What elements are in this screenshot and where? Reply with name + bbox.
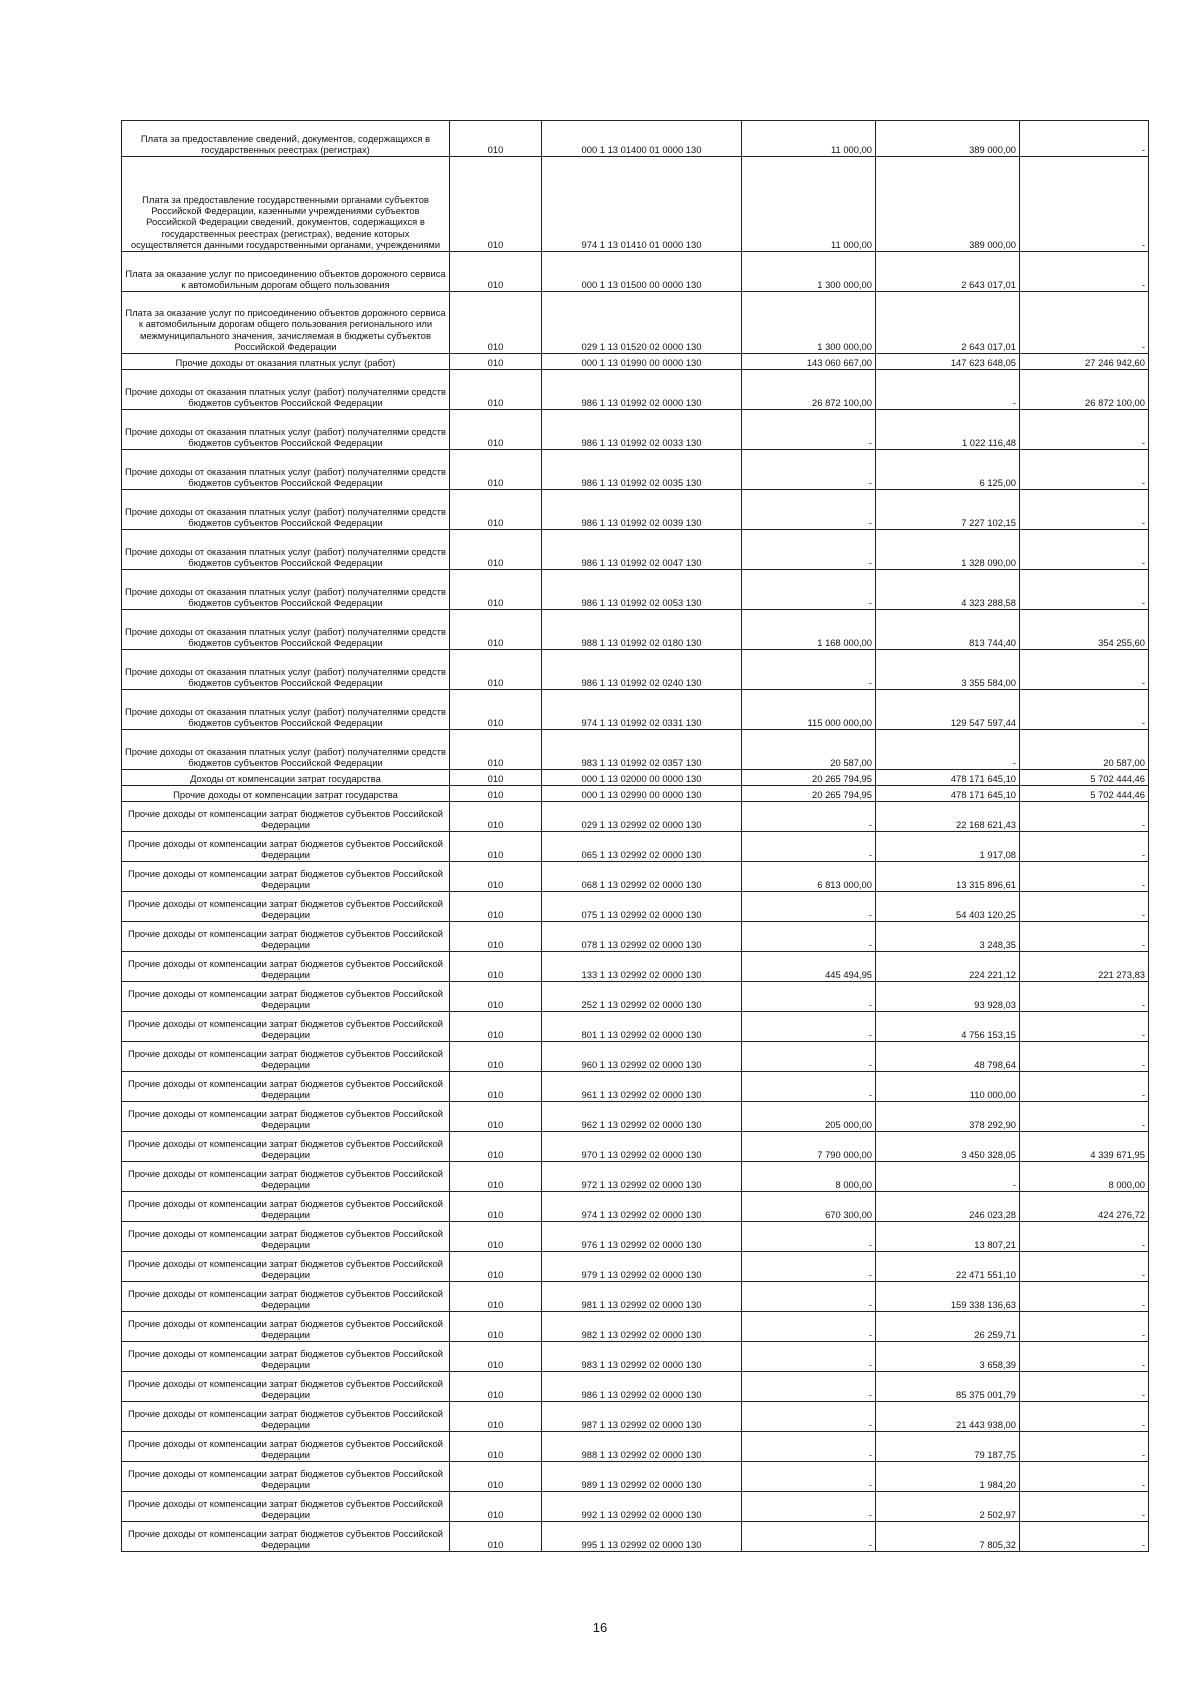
table-row xyxy=(122,1072,1149,1102)
table-row xyxy=(122,121,1149,157)
row-line-code: 010 xyxy=(450,490,542,530)
row-name: Прочие доходы от компенсации затрат государства xyxy=(122,786,450,802)
row-unexecuted-amount: - xyxy=(1020,802,1149,832)
row-name: Прочие доходы от оказания платных услуг (работ) получателями средств бюджетов субъектов Российской Федерации xyxy=(122,490,450,530)
row-line-code: 010 xyxy=(450,952,542,982)
row-executed-amount: 1 917,08 xyxy=(876,832,1020,862)
row-line-code: 010 xyxy=(450,1282,542,1312)
row-line-code: 010 xyxy=(450,690,542,730)
row-unexecuted-amount: - xyxy=(1020,1012,1149,1042)
table-row xyxy=(122,1192,1149,1222)
row-line-code: 010 xyxy=(450,730,542,770)
row-budget-code: 133 1 13 02992 02 0000 130 xyxy=(542,952,742,982)
table-row xyxy=(122,1102,1149,1132)
table-row xyxy=(122,292,1149,354)
row-budget-code: 986 1 13 02992 02 0000 130 xyxy=(542,1372,742,1402)
row-line-code: 010 xyxy=(450,1522,542,1552)
row-unexecuted-amount: - xyxy=(1020,690,1149,730)
row-line-code: 010 xyxy=(450,157,542,252)
row-executed-amount: 3 658,39 xyxy=(876,1342,1020,1372)
row-name: Прочие доходы от оказания платных услуг (работ) получателями средств бюджетов субъектов Российской Федерации xyxy=(122,410,450,450)
row-budget-code: 000 1 13 01990 00 0000 130 xyxy=(542,354,742,370)
row-executed-amount: 3 248,35 xyxy=(876,922,1020,952)
table-row xyxy=(122,1432,1149,1462)
row-executed-amount: 1 328 090,00 xyxy=(876,530,1020,570)
row-executed-amount: 13 315 896,61 xyxy=(876,862,1020,892)
table-row xyxy=(122,490,1149,530)
row-name: Прочие доходы от компенсации затрат бюджетов субъектов Российской Федерации xyxy=(122,1372,450,1402)
row-executed-amount: 22 471 551,10 xyxy=(876,1252,1020,1282)
row-budget-code: 989 1 13 02992 02 0000 130 xyxy=(542,1462,742,1492)
table-row xyxy=(122,650,1149,690)
row-approved-amount: - xyxy=(742,1252,876,1282)
row-approved-amount: - xyxy=(742,922,876,952)
row-executed-amount: 7 227 102,15 xyxy=(876,490,1020,530)
row-line-code: 010 xyxy=(450,1492,542,1522)
row-budget-code: 986 1 13 01992 02 0039 130 xyxy=(542,490,742,530)
row-unexecuted-amount: - xyxy=(1020,1462,1149,1492)
row-budget-code: 974 1 13 02992 02 0000 130 xyxy=(542,1192,742,1222)
table-row xyxy=(122,1492,1149,1522)
row-line-code: 010 xyxy=(450,1252,542,1282)
row-unexecuted-amount: 221 273,83 xyxy=(1020,952,1149,982)
row-approved-amount: - xyxy=(742,450,876,490)
row-name: Прочие доходы от компенсации затрат бюджетов субъектов Российской Федерации xyxy=(122,1042,450,1072)
row-approved-amount: 1 300 000,00 xyxy=(742,252,876,292)
row-executed-amount: 22 168 621,43 xyxy=(876,802,1020,832)
row-unexecuted-amount: - xyxy=(1020,650,1149,690)
table-row xyxy=(122,1522,1149,1552)
row-approved-amount: - xyxy=(742,1342,876,1372)
row-line-code: 010 xyxy=(450,1312,542,1342)
table-row xyxy=(122,1342,1149,1372)
row-approved-amount: 7 790 000,00 xyxy=(742,1132,876,1162)
table-row xyxy=(122,157,1149,252)
row-executed-amount: - xyxy=(876,370,1020,410)
row-budget-code: 992 1 13 02992 02 0000 130 xyxy=(542,1492,742,1522)
row-unexecuted-amount: - xyxy=(1020,1522,1149,1552)
row-executed-amount: 378 292,90 xyxy=(876,1102,1020,1132)
row-line-code: 010 xyxy=(450,1342,542,1372)
row-approved-amount: - xyxy=(742,1372,876,1402)
table-row xyxy=(122,832,1149,862)
row-approved-amount: 11 000,00 xyxy=(742,157,876,252)
row-unexecuted-amount: - xyxy=(1020,1372,1149,1402)
row-executed-amount: 2 643 017,01 xyxy=(876,252,1020,292)
page-number: 16 xyxy=(592,1620,608,1635)
row-budget-code: 987 1 13 02992 02 0000 130 xyxy=(542,1402,742,1432)
row-budget-code: 961 1 13 02992 02 0000 130 xyxy=(542,1072,742,1102)
row-approved-amount: - xyxy=(742,1402,876,1432)
table-row xyxy=(122,570,1149,610)
row-unexecuted-amount: - xyxy=(1020,1222,1149,1252)
row-line-code: 010 xyxy=(450,982,542,1012)
row-name: Прочие доходы от оказания платных услуг (работ) получателями средств бюджетов субъектов Российской Федерации xyxy=(122,450,450,490)
table-row xyxy=(122,770,1149,786)
table-row xyxy=(122,252,1149,292)
row-executed-amount: 79 187,75 xyxy=(876,1432,1020,1462)
row-line-code: 010 xyxy=(450,1012,542,1042)
row-unexecuted-amount: - xyxy=(1020,1282,1149,1312)
row-unexecuted-amount: - xyxy=(1020,1312,1149,1342)
row-line-code: 010 xyxy=(450,252,542,292)
row-name: Прочие доходы от компенсации затрат бюджетов субъектов Российской Федерации xyxy=(122,1522,450,1552)
row-name: Доходы от компенсации затрат государства xyxy=(122,770,450,786)
row-approved-amount: 8 000,00 xyxy=(742,1162,876,1192)
row-approved-amount: - xyxy=(742,1282,876,1312)
row-executed-amount: 48 798,64 xyxy=(876,1042,1020,1072)
row-unexecuted-amount: 8 000,00 xyxy=(1020,1162,1149,1192)
row-executed-amount: 1 022 116,48 xyxy=(876,410,1020,450)
row-approved-amount: - xyxy=(742,982,876,1012)
row-name: Прочие доходы от компенсации затрат бюджетов субъектов Российской Федерации xyxy=(122,952,450,982)
row-name: Прочие доходы от компенсации затрат бюджетов субъектов Российской Федерации xyxy=(122,1132,450,1162)
table-row xyxy=(122,892,1149,922)
row-name: Прочие доходы от компенсации затрат бюджетов субъектов Российской Федерации xyxy=(122,1312,450,1342)
row-budget-code: 078 1 13 02992 02 0000 130 xyxy=(542,922,742,952)
row-unexecuted-amount: - xyxy=(1020,490,1149,530)
revenue-table xyxy=(121,120,1149,1552)
row-unexecuted-amount: - xyxy=(1020,157,1149,252)
row-approved-amount: 26 872 100,00 xyxy=(742,370,876,410)
row-name: Прочие доходы от компенсации затрат бюджетов субъектов Российской Федерации xyxy=(122,1282,450,1312)
row-line-code: 010 xyxy=(450,770,542,786)
row-unexecuted-amount: 20 587,00 xyxy=(1020,730,1149,770)
row-line-code: 010 xyxy=(450,1222,542,1252)
row-name: Прочие доходы от оказания платных услуг (работ) получателями средств бюджетов субъектов Российской Федерации xyxy=(122,610,450,650)
row-name: Прочие доходы от компенсации затрат бюджетов субъектов Российской Федерации xyxy=(122,1012,450,1042)
row-unexecuted-amount: - xyxy=(1020,410,1149,450)
row-approved-amount: - xyxy=(742,1462,876,1492)
row-approved-amount: - xyxy=(742,410,876,450)
row-budget-code: 986 1 13 01992 02 0053 130 xyxy=(542,570,742,610)
revenue-table-body xyxy=(122,121,1149,1552)
row-line-code: 010 xyxy=(450,292,542,354)
row-line-code: 010 xyxy=(450,1132,542,1162)
row-executed-amount: 3 450 328,05 xyxy=(876,1132,1020,1162)
row-executed-amount: 4 323 288,58 xyxy=(876,570,1020,610)
row-unexecuted-amount: - xyxy=(1020,121,1149,157)
row-line-code: 010 xyxy=(450,530,542,570)
row-line-code: 010 xyxy=(450,922,542,952)
row-unexecuted-amount: - xyxy=(1020,252,1149,292)
row-line-code: 010 xyxy=(450,1462,542,1492)
row-unexecuted-amount: - xyxy=(1020,292,1149,354)
row-approved-amount: 11 000,00 xyxy=(742,121,876,157)
row-name: Плата за оказание услуг по присоединению объектов дорожного сервиса к автомобильным дорогам общего пользования регионального или межмуниципального значения, зачисляемая в бюджеты субъектов Российской Федерации xyxy=(122,292,450,354)
row-approved-amount: - xyxy=(742,1522,876,1552)
row-name: Прочие доходы от оказания платных услуг (работ) получателями средств бюджетов субъектов Российской Федерации xyxy=(122,570,450,610)
row-unexecuted-amount: - xyxy=(1020,450,1149,490)
table-row xyxy=(122,862,1149,892)
row-executed-amount: 93 928,03 xyxy=(876,982,1020,1012)
row-budget-code: 981 1 13 02992 02 0000 130 xyxy=(542,1282,742,1312)
row-name: Прочие доходы от компенсации затрат бюджетов субъектов Российской Федерации xyxy=(122,1342,450,1372)
table-row xyxy=(122,530,1149,570)
row-unexecuted-amount: - xyxy=(1020,892,1149,922)
row-line-code: 010 xyxy=(450,786,542,802)
table-row xyxy=(122,730,1149,770)
row-unexecuted-amount: - xyxy=(1020,570,1149,610)
row-approved-amount: - xyxy=(742,570,876,610)
row-line-code: 010 xyxy=(450,1432,542,1462)
row-budget-code: 983 1 13 01992 02 0357 130 xyxy=(542,730,742,770)
row-name: Плата за оказание услуг по присоединению объектов дорожного сервиса к автомобильным дорогам общего пользования xyxy=(122,252,450,292)
row-executed-amount: 2 502,97 xyxy=(876,1492,1020,1522)
row-unexecuted-amount: 5 702 444,46 xyxy=(1020,786,1149,802)
row-budget-code: 029 1 13 01520 02 0000 130 xyxy=(542,292,742,354)
row-approved-amount: 1 300 000,00 xyxy=(742,292,876,354)
row-name: Прочие доходы от оказания платных услуг (работ) получателями средств бюджетов субъектов Российской Федерации xyxy=(122,650,450,690)
row-approved-amount: - xyxy=(742,1432,876,1462)
row-executed-amount: 159 338 136,63 xyxy=(876,1282,1020,1312)
row-budget-code: 801 1 13 02992 02 0000 130 xyxy=(542,1012,742,1042)
row-unexecuted-amount: - xyxy=(1020,1102,1149,1132)
row-line-code: 010 xyxy=(450,450,542,490)
table-row xyxy=(122,1312,1149,1342)
row-approved-amount: 20 587,00 xyxy=(742,730,876,770)
row-approved-amount: - xyxy=(742,1312,876,1342)
row-line-code: 010 xyxy=(450,892,542,922)
row-unexecuted-amount: 5 702 444,46 xyxy=(1020,770,1149,786)
row-approved-amount: - xyxy=(742,1222,876,1252)
row-unexecuted-amount: - xyxy=(1020,832,1149,862)
row-name: Прочие доходы от компенсации затрат бюджетов субъектов Российской Федерации xyxy=(122,862,450,892)
row-name: Прочие доходы от компенсации затрат бюджетов субъектов Российской Федерации xyxy=(122,1162,450,1192)
row-approved-amount: 143 060 667,00 xyxy=(742,354,876,370)
row-approved-amount: 6 813 000,00 xyxy=(742,862,876,892)
row-approved-amount: - xyxy=(742,802,876,832)
row-name: Прочие доходы от компенсации затрат бюджетов субъектов Российской Федерации xyxy=(122,1222,450,1252)
row-executed-amount: 389 000,00 xyxy=(876,121,1020,157)
table-row xyxy=(122,1402,1149,1432)
row-name: Прочие доходы от компенсации затрат бюджетов субъектов Российской Федерации xyxy=(122,832,450,862)
row-line-code: 010 xyxy=(450,1372,542,1402)
row-budget-code: 988 1 13 02992 02 0000 130 xyxy=(542,1432,742,1462)
row-name: Прочие доходы от компенсации затрат бюджетов субъектов Российской Федерации xyxy=(122,1072,450,1102)
row-executed-amount: 54 403 120,25 xyxy=(876,892,1020,922)
row-budget-code: 970 1 13 02992 02 0000 130 xyxy=(542,1132,742,1162)
row-line-code: 010 xyxy=(450,1402,542,1432)
row-name: Прочие доходы от оказания платных услуг (работ) получателями средств бюджетов субъектов Российской Федерации xyxy=(122,530,450,570)
row-executed-amount: 4 756 153,15 xyxy=(876,1012,1020,1042)
row-line-code: 010 xyxy=(450,862,542,892)
row-line-code: 010 xyxy=(450,570,542,610)
table-row xyxy=(122,690,1149,730)
row-executed-amount: 3 355 584,00 xyxy=(876,650,1020,690)
row-name: Прочие доходы от оказания платных услуг (работ) получателями средств бюджетов субъектов Российской Федерации xyxy=(122,690,450,730)
row-executed-amount: 26 259,71 xyxy=(876,1312,1020,1342)
row-line-code: 010 xyxy=(450,1042,542,1072)
row-executed-amount: 2 643 017,01 xyxy=(876,292,1020,354)
row-budget-code: 986 1 13 01992 02 0000 130 xyxy=(542,370,742,410)
row-executed-amount: 85 375 001,79 xyxy=(876,1372,1020,1402)
row-approved-amount: 445 494,95 xyxy=(742,952,876,982)
row-unexecuted-amount: - xyxy=(1020,922,1149,952)
table-row xyxy=(122,1372,1149,1402)
row-approved-amount: 670 300,00 xyxy=(742,1192,876,1222)
row-approved-amount: - xyxy=(742,1072,876,1102)
row-budget-code: 986 1 13 01992 02 0047 130 xyxy=(542,530,742,570)
row-unexecuted-amount: - xyxy=(1020,862,1149,892)
table-row xyxy=(122,952,1149,982)
row-executed-amount: 147 623 648,05 xyxy=(876,354,1020,370)
row-budget-code: 986 1 13 01992 02 0240 130 xyxy=(542,650,742,690)
table-row xyxy=(122,1132,1149,1162)
row-budget-code: 962 1 13 02992 02 0000 130 xyxy=(542,1102,742,1132)
row-unexecuted-amount: 27 246 942,60 xyxy=(1020,354,1149,370)
row-approved-amount: - xyxy=(742,832,876,862)
row-executed-amount: 478 171 645,10 xyxy=(876,770,1020,786)
row-budget-code: 976 1 13 02992 02 0000 130 xyxy=(542,1222,742,1252)
table-row xyxy=(122,1252,1149,1282)
table-row xyxy=(122,1282,1149,1312)
row-approved-amount: - xyxy=(742,490,876,530)
row-executed-amount: 129 547 597,44 xyxy=(876,690,1020,730)
row-line-code: 010 xyxy=(450,354,542,370)
row-approved-amount: - xyxy=(742,530,876,570)
row-budget-code: 986 1 13 01992 02 0035 130 xyxy=(542,450,742,490)
row-unexecuted-amount: - xyxy=(1020,982,1149,1012)
row-name: Прочие доходы от компенсации затрат бюджетов субъектов Российской Федерации xyxy=(122,802,450,832)
row-budget-code: 986 1 13 01992 02 0033 130 xyxy=(542,410,742,450)
report-page xyxy=(121,120,1148,1552)
row-budget-code: 029 1 13 02992 02 0000 130 xyxy=(542,802,742,832)
row-approved-amount: 205 000,00 xyxy=(742,1102,876,1132)
row-line-code: 010 xyxy=(450,410,542,450)
row-executed-amount: 21 443 938,00 xyxy=(876,1402,1020,1432)
row-unexecuted-amount: - xyxy=(1020,1492,1149,1522)
row-name: Прочие доходы от компенсации затрат бюджетов субъектов Российской Федерации xyxy=(122,1252,450,1282)
row-executed-amount: 13 807,21 xyxy=(876,1222,1020,1252)
row-executed-amount: 1 984,20 xyxy=(876,1462,1020,1492)
row-name: Прочие доходы от оказания платных услуг (работ) получателями средств бюджетов субъектов Российской Федерации xyxy=(122,370,450,410)
row-name: Прочие доходы от компенсации затрат бюджетов субъектов Российской Федерации xyxy=(122,1492,450,1522)
row-budget-code: 000 1 13 02990 00 0000 130 xyxy=(542,786,742,802)
row-approved-amount: 20 265 794,95 xyxy=(742,770,876,786)
row-name: Прочие доходы от компенсации затрат бюджетов субъектов Российской Федерации xyxy=(122,1432,450,1462)
row-approved-amount: 115 000 000,00 xyxy=(742,690,876,730)
row-unexecuted-amount: - xyxy=(1020,1072,1149,1102)
row-line-code: 010 xyxy=(450,802,542,832)
row-name: Прочие доходы от компенсации затрат бюджетов субъектов Российской Федерации xyxy=(122,1102,450,1132)
row-name: Прочие доходы от компенсации затрат бюджетов субъектов Российской Федерации xyxy=(122,922,450,952)
row-budget-code: 974 1 13 01992 02 0331 130 xyxy=(542,690,742,730)
row-line-code: 010 xyxy=(450,1192,542,1222)
table-row xyxy=(122,1162,1149,1192)
table-row xyxy=(122,1462,1149,1492)
row-budget-code: 065 1 13 02992 02 0000 130 xyxy=(542,832,742,862)
row-line-code: 010 xyxy=(450,1102,542,1132)
table-row xyxy=(122,610,1149,650)
table-row xyxy=(122,786,1149,802)
row-budget-code: 983 1 13 02992 02 0000 130 xyxy=(542,1342,742,1372)
row-approved-amount: - xyxy=(742,1042,876,1072)
row-executed-amount: - xyxy=(876,1162,1020,1192)
row-budget-code: 982 1 13 02992 02 0000 130 xyxy=(542,1312,742,1342)
row-executed-amount: - xyxy=(876,730,1020,770)
row-budget-code: 960 1 13 02992 02 0000 130 xyxy=(542,1042,742,1072)
row-line-code: 010 xyxy=(450,1162,542,1192)
row-executed-amount: 110 000,00 xyxy=(876,1072,1020,1102)
row-line-code: 010 xyxy=(450,650,542,690)
row-name: Прочие доходы от компенсации затрат бюджетов субъектов Российской Федерации xyxy=(122,892,450,922)
row-executed-amount: 813 744,40 xyxy=(876,610,1020,650)
row-approved-amount: 20 265 794,95 xyxy=(742,786,876,802)
row-budget-code: 000 1 13 02000 00 0000 130 xyxy=(542,770,742,786)
row-budget-code: 252 1 13 02992 02 0000 130 xyxy=(542,982,742,1012)
table-row xyxy=(122,922,1149,952)
row-name: Прочие доходы от оказания платных услуг (работ) получателями средств бюджетов субъектов Российской Федерации xyxy=(122,730,450,770)
row-unexecuted-amount: - xyxy=(1020,1252,1149,1282)
row-budget-code: 988 1 13 01992 02 0180 130 xyxy=(542,610,742,650)
table-row xyxy=(122,450,1149,490)
row-approved-amount: 1 168 000,00 xyxy=(742,610,876,650)
row-name: Прочие доходы от компенсации затрат бюджетов субъектов Российской Федерации xyxy=(122,982,450,1012)
row-name: Прочие доходы от компенсации затрат бюджетов субъектов Российской Федерации xyxy=(122,1192,450,1222)
row-unexecuted-amount: 424 276,72 xyxy=(1020,1192,1149,1222)
row-name: Плата за предоставление государственными органами субъектов Российской Федерации, казенными учреждениями субъектов Российской Федерации сведений, документов, содержащихся в государственных реестрах (регистрах), ведение которых осуществляется данными государственными органами, учреждениями xyxy=(122,157,450,252)
row-unexecuted-amount: - xyxy=(1020,1402,1149,1432)
row-budget-code: 995 1 13 02992 02 0000 130 xyxy=(542,1522,742,1552)
row-approved-amount: - xyxy=(742,1492,876,1522)
row-budget-code: 974 1 13 01410 01 0000 130 xyxy=(542,157,742,252)
table-row xyxy=(122,1042,1149,1072)
row-budget-code: 979 1 13 02992 02 0000 130 xyxy=(542,1252,742,1282)
table-row xyxy=(122,370,1149,410)
row-executed-amount: 7 805,32 xyxy=(876,1522,1020,1552)
row-approved-amount: - xyxy=(742,892,876,922)
row-executed-amount: 224 221,12 xyxy=(876,952,1020,982)
row-budget-code: 972 1 13 02992 02 0000 130 xyxy=(542,1162,742,1192)
row-unexecuted-amount: 26 872 100,00 xyxy=(1020,370,1149,410)
table-row xyxy=(122,410,1149,450)
row-name: Прочие доходы от оказания платных услуг (работ) xyxy=(122,354,450,370)
row-name: Плата за предоставление сведений, документов, содержащихся в государственных реестрах (регистрах) xyxy=(122,121,450,157)
row-line-code: 010 xyxy=(450,121,542,157)
row-name: Прочие доходы от компенсации затрат бюджетов субъектов Российской Федерации xyxy=(122,1462,450,1492)
row-executed-amount: 6 125,00 xyxy=(876,450,1020,490)
row-executed-amount: 389 000,00 xyxy=(876,157,1020,252)
row-name: Прочие доходы от компенсации затрат бюджетов субъектов Российской Федерации xyxy=(122,1402,450,1432)
row-line-code: 010 xyxy=(450,370,542,410)
table-row xyxy=(122,1222,1149,1252)
table-row xyxy=(122,982,1149,1012)
row-budget-code: 068 1 13 02992 02 0000 130 xyxy=(542,862,742,892)
row-line-code: 010 xyxy=(450,1072,542,1102)
row-budget-code: 075 1 13 02992 02 0000 130 xyxy=(542,892,742,922)
row-unexecuted-amount: - xyxy=(1020,530,1149,570)
row-line-code: 010 xyxy=(450,832,542,862)
row-executed-amount: 478 171 645,10 xyxy=(876,786,1020,802)
row-approved-amount: - xyxy=(742,1012,876,1042)
row-budget-code: 000 1 13 01500 00 0000 130 xyxy=(542,252,742,292)
row-unexecuted-amount: - xyxy=(1020,1342,1149,1372)
row-unexecuted-amount: - xyxy=(1020,1042,1149,1072)
row-approved-amount: - xyxy=(742,650,876,690)
row-unexecuted-amount: 354 255,60 xyxy=(1020,610,1149,650)
table-row xyxy=(122,354,1149,370)
row-budget-code: 000 1 13 01400 01 0000 130 xyxy=(542,121,742,157)
row-executed-amount: 246 023,28 xyxy=(876,1192,1020,1222)
table-row xyxy=(122,802,1149,832)
row-line-code: 010 xyxy=(450,610,542,650)
row-unexecuted-amount: - xyxy=(1020,1432,1149,1462)
row-unexecuted-amount: 4 339 671,95 xyxy=(1020,1132,1149,1162)
table-row xyxy=(122,1012,1149,1042)
